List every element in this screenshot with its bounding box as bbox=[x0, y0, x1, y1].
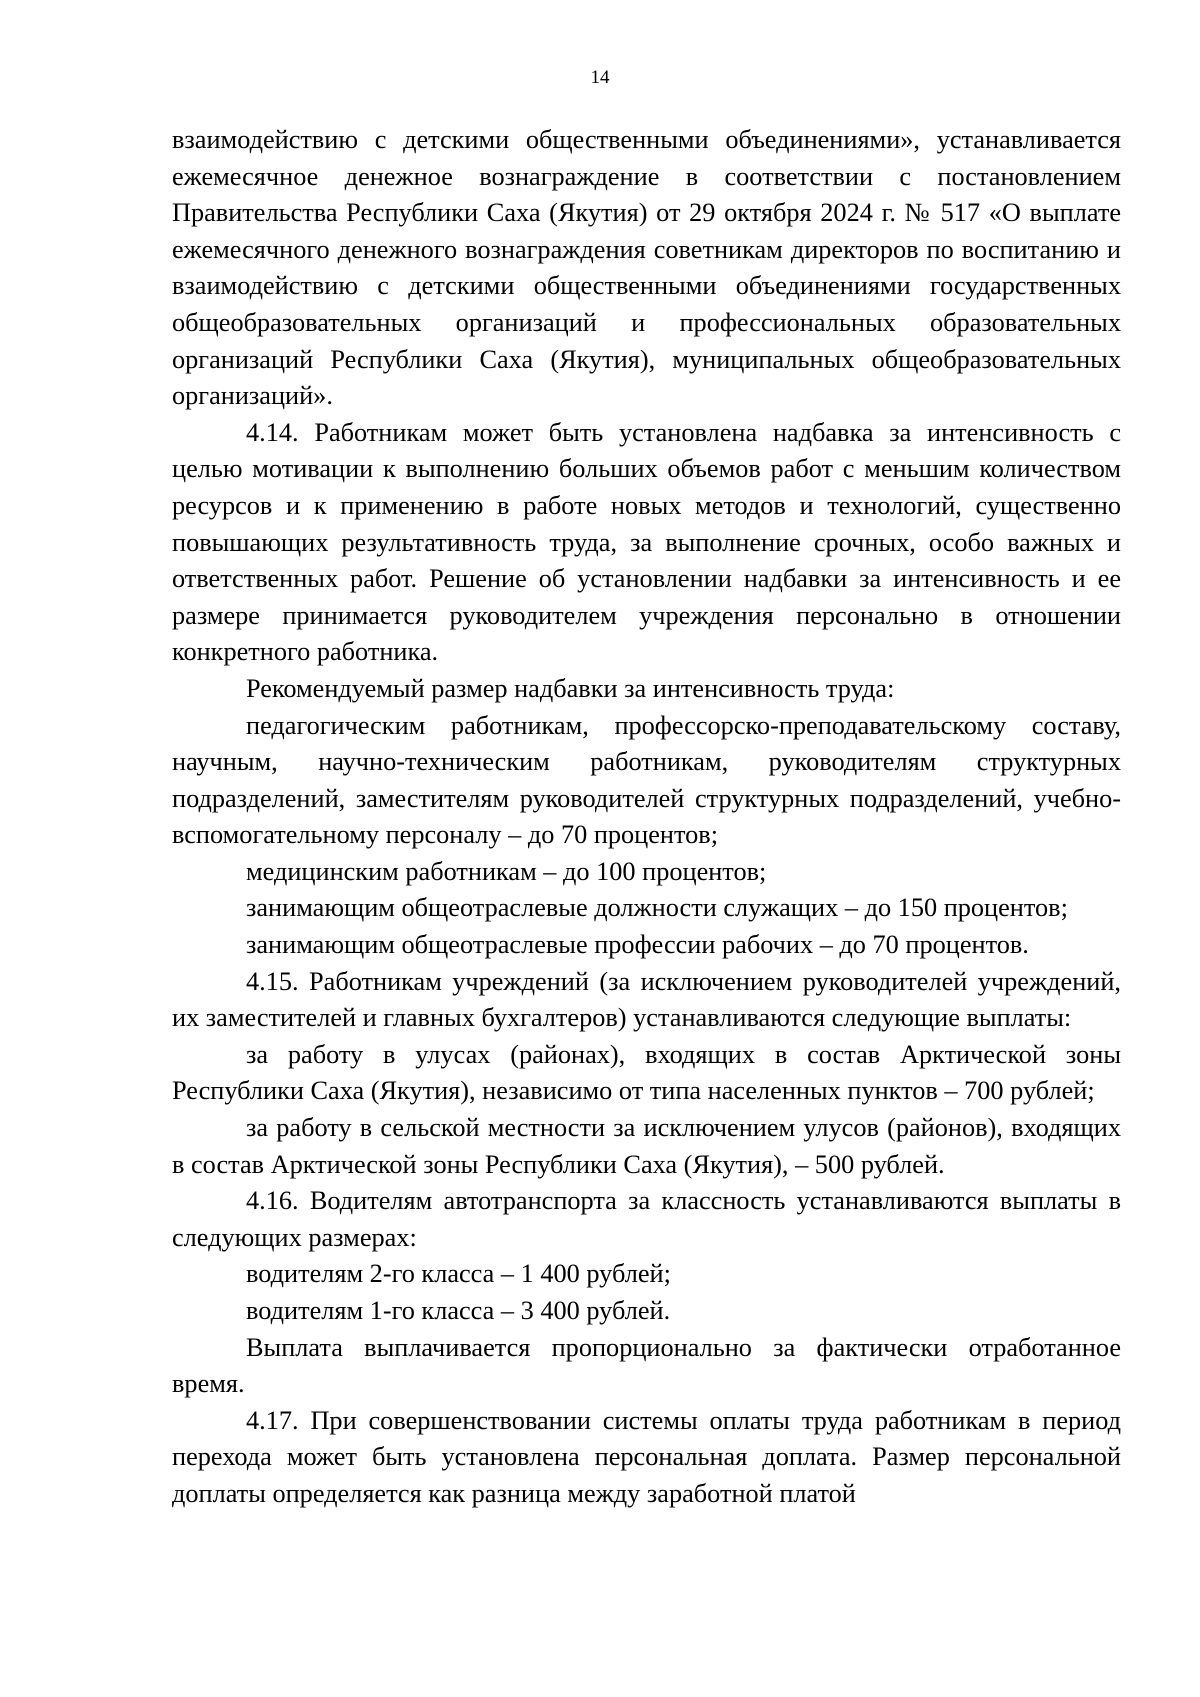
paragraph-payment-proportional: Выплата выплачивается пропорционально за фактически отработанное время. bbox=[172, 1332, 1121, 1399]
list-item-medical-staff: медицинским работникам – до 100 процентов; bbox=[246, 856, 767, 886]
paragraph-continuation: взаимодействию с детскими общественными объединениями», устанавливается ежемесячное денежное вознаграждение в соответствии с постановлением Правительства Республики Саха (Якутия) от 29 октября 2024 г. № 517 «О выплате ежемесячного денежного вознаграждения советникам директоров по воспитанию и взаимодействию с детскими общественными объединениями государственных общеобразовательных организаций и профессиональных образовательных организаций Республики Саха (Якутия), муниципальных общеобразовательных организаций». bbox=[172, 125, 1121, 411]
paragraph-4-16: 4.16. Водителям автотранспорта за классность устанавливаются выплаты в следующих размерах: bbox=[172, 1186, 1121, 1252]
paragraph-4-17: 4.17. При совершенствовании системы оплаты труда работникам в период перехода может быть установлена персональная доплата. Размер персональной доплаты определяется как разница между заработной платой bbox=[172, 1405, 1121, 1508]
list-item-workers: занимающим общеотраслевые профессии рабочих – до 70 процентов. bbox=[246, 930, 1029, 960]
paragraph-4-14: 4.14. Работникам может быть установлена надбавка за интенсивность с целью мотивации к выполнению больших объемов работ с меньшим количеством ресурсов и к применению в работе новых методов и технологий, существенно повышающих результативность труда, за выполнение срочных, особо важных и ответственных работ. Решение об установлении надбавки за интенсивность и ее размере принимается руководителем учреждения персонально в отношении конкретного работника. bbox=[172, 417, 1121, 667]
list-item-office-staff: занимающим общеотраслевые должности служащих – до 150 процентов; bbox=[246, 893, 1068, 923]
list-item-driver-class-2: водителям 2-го класса – 1 400 рублей; bbox=[246, 1259, 671, 1289]
list-item-driver-class-1: водителям 1-го класса – 3 400 рублей. bbox=[246, 1296, 671, 1325]
document-body bbox=[172, 122, 1121, 1513]
list-item-arctic-zone: за работу в улусах (районах), входящих в состав Арктической зоны Республики Саха (Якутия), независимо от типа населенных пунктов – 700 рублей; bbox=[172, 1039, 1121, 1106]
list-item-rural-area: за работу в сельской местности за исключением улусов (районов), входящих в состав Арктической зоны Республики Саха (Якутия), – 500 рублей. bbox=[172, 1113, 1121, 1179]
paragraph-recommended-allowance: Рекомендуемый размер надбавки за интенсивность труда: bbox=[246, 673, 895, 703]
paragraph-4-15: 4.15. Работникам учреждений (за исключением руководителей учреждений, их заместителей и главных бухгалтеров) устанавливаются следующие выплаты: bbox=[172, 966, 1121, 1033]
page-number: 14 bbox=[590, 67, 610, 88]
list-item-pedagogical-staff: педагогическим работникам, профессорско-преподавательскому составу, научным, научно-техническим работникам, руководителям структурных подразделений, заместителям руководителей структурных подразделений, учебно-вспомогательному персоналу – до 70 процентов; bbox=[172, 710, 1121, 850]
